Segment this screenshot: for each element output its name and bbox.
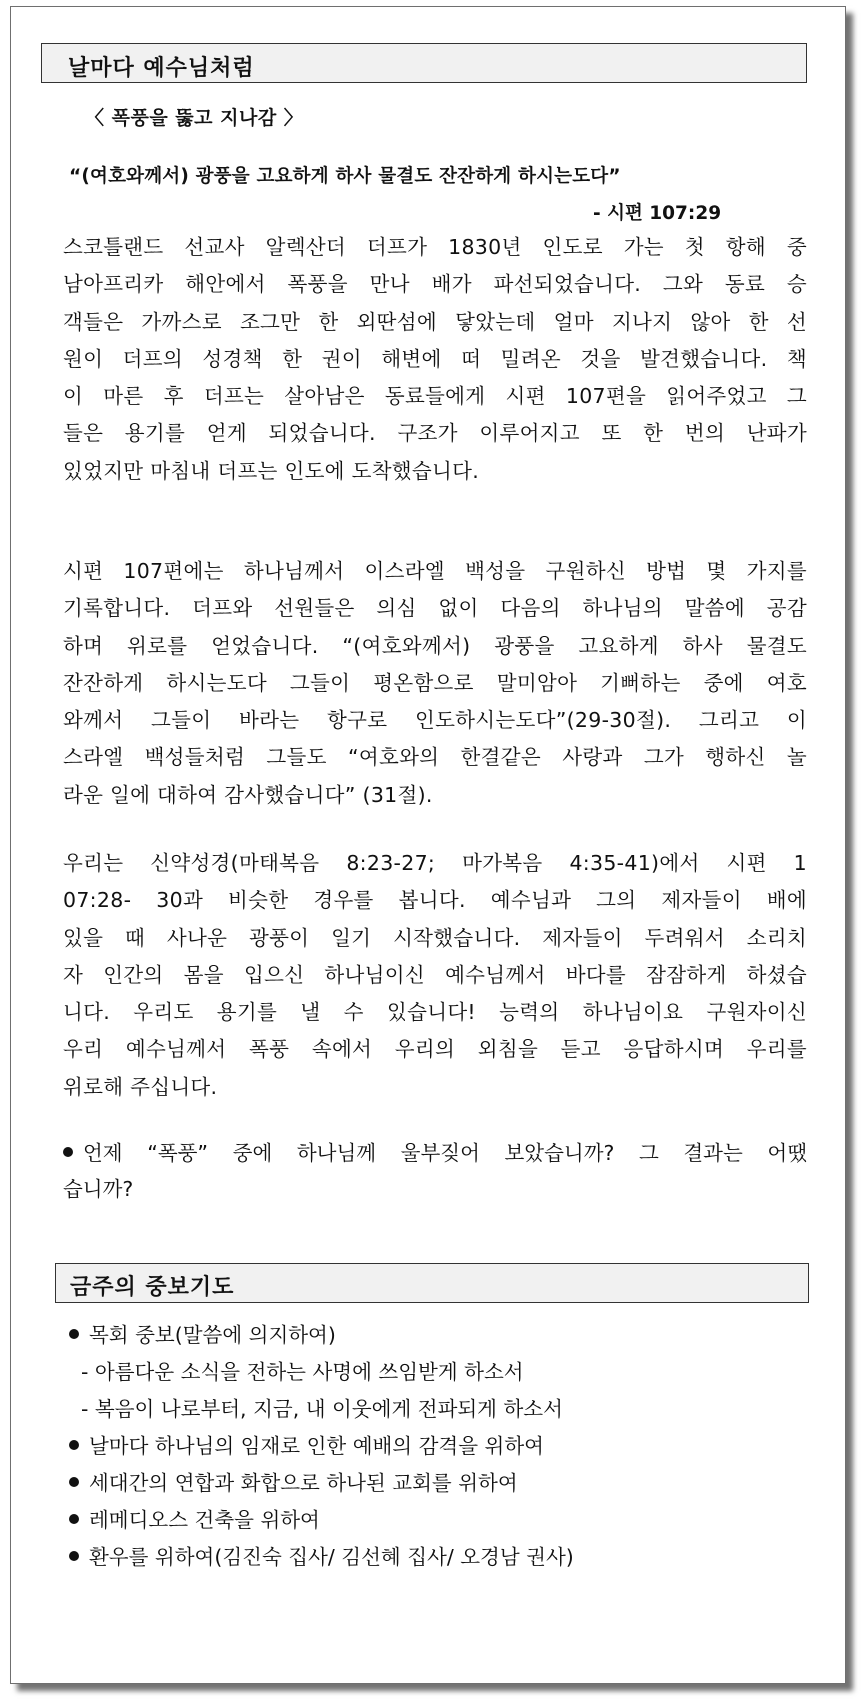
verse-reference: - 시편 107:29 <box>593 203 722 224</box>
question-line: 습니까? <box>63 1177 134 1201</box>
paragraph-3 <box>63 845 807 1106</box>
bullet-icon <box>69 1329 79 1339</box>
prayer-title: 금주의 중보기도 <box>70 1275 235 1300</box>
bullet-icon <box>69 1440 79 1450</box>
verse-quote: “(여호와께서) 광풍을 고요하게 하사 물결도 잔잔하게 하시는도다” <box>69 166 621 187</box>
prayer-item-text: - 복음이 나로부터, 지금, 내 이웃에게 전파되게 하소서 <box>81 1397 563 1421</box>
bullet-icon <box>63 1147 73 1157</box>
paragraph-line: 니다. 우리도 용기를 낼 수 있습니다! 능력의 하나님이요 구원자이신 <box>63 1000 807 1025</box>
prayer-subitem <box>69 1391 574 1428</box>
bullet-icon <box>69 1477 79 1487</box>
bullet-icon <box>69 1551 79 1561</box>
prayer-item-text: 세대간의 연합과 화합으로 하나된 교회를 위하여 <box>89 1471 518 1495</box>
paragraph-line: 객들은 가까스로 조그만 한 외딴섬에 닿았는데 얼마 지나지 않아 한 선 <box>63 309 807 334</box>
prayer-subitem <box>69 1354 574 1391</box>
paragraph-line: 남아프리카 해안에서 폭풍을 만나 배가 파선되었습니다. 그와 동료 승 <box>63 272 807 297</box>
paragraph-line: 시편 107편에는 하나님께서 이스라엘 백성을 구원하신 방법 몇 가지를 <box>63 559 807 583</box>
paragraph-line: 스코틀랜드 선교사 알렉산더 더프가 1830년 인도로 가는 첫 항해 중 <box>63 235 807 259</box>
paragraph-line: 있었지만 마침내 더프는 인도에 도착했습니다. <box>63 458 480 483</box>
paragraph-line: 있을 때 사나운 광풍이 일기 시작했습니다. 제자들이 두려워서 소리치 <box>63 925 807 950</box>
paragraph-line: 이 마른 후 더프는 살아남은 동료들에게 시편 107편을 읽어주었고 그 <box>63 384 807 409</box>
prayer-item <box>69 1539 574 1576</box>
bullet-icon <box>69 1514 79 1524</box>
paragraph-line: 우리 예수님께서 폭풍 속에서 우리의 외침을 듣고 응답하시며 우리를 <box>63 1037 807 1062</box>
question-text: 언제 “폭풍” 중에 하나님께 울부짖어 보았습니까? 그 결과는 어땠 <box>83 1141 807 1165</box>
paragraph-line: 우리는 신약성경(마태복음 8:23-27; 마가복음 4:35-41)에서 시편 1 <box>63 851 807 875</box>
paragraph-line: 기록합니다. 더프와 선원들은 의심 없이 다음의 하나님의 말씀에 공감 <box>63 596 807 621</box>
prayer-item-text: 목회 중보(말씀에 의지하여) <box>89 1323 336 1347</box>
prayer-item <box>69 1465 574 1502</box>
bulletin-page <box>10 6 846 1684</box>
paragraph-line: 하며 위로를 얻었습니다. “(여호와께서) 광풍을 고요하게 하사 물결도 <box>63 633 807 658</box>
prayer-item-text: - 아름다운 소식을 전하는 사명에 쓰임받게 하소서 <box>81 1360 524 1384</box>
paragraph-line: 자 인간의 몸을 입으신 하나님이신 예수님께서 바다를 잠잠하게 하셨습 <box>63 962 807 987</box>
paragraph-line: 들은 용기를 얻게 되었습니다. 구조가 이루어지고 또 한 번의 난파가 <box>63 421 807 446</box>
devotion-title: 날마다 예수님처럼 <box>68 56 255 81</box>
paragraph-line: 07:28- 30과 비슷한 경우를 봅니다. 예수님과 그의 제자들이 배에 <box>63 888 807 913</box>
prayer-list <box>69 1317 574 1576</box>
prayer-item <box>69 1428 574 1465</box>
devotion-subtitle: 〈 폭풍을 뚫고 지나감 〉 <box>85 107 304 129</box>
paragraph-2 <box>63 553 807 814</box>
prayer-item-text: 레메디오스 건축을 위하여 <box>89 1508 320 1532</box>
paragraph-line: 스라엘 백성들처럼 그들도 “여호와의 한결같은 사랑과 그가 행하신 놀 <box>63 745 807 770</box>
prayer-item <box>69 1502 574 1539</box>
paragraph-line: 라운 일에 대하여 감사했습니다” (31절). <box>63 782 433 807</box>
prayer-item <box>69 1317 574 1354</box>
paragraph-line: 원이 더프의 성경책 한 권이 해변에 떠 밀려온 것을 발견했습니다. 책 <box>63 346 807 371</box>
prayer-title-box <box>55 1263 809 1303</box>
devotion-title-box <box>41 43 807 83</box>
paragraph-line: 와께서 그들이 바라는 항구로 인도하시는도다”(29-30절). 그리고 이 <box>63 708 807 733</box>
prayer-item-text: 날마다 하나님의 임재로 인한 예배의 감격을 위하여 <box>89 1434 544 1458</box>
prayer-item-text: 환우를 위하여(김진숙 집사/ 김선혜 집사/ 오경남 권사) <box>89 1545 574 1569</box>
question-line <box>63 1135 807 1171</box>
paragraph-line: 잔잔하게 하시는도다 그들이 평온함으로 말미암아 기뻐하는 중에 여호 <box>63 670 807 695</box>
paragraph-1 <box>63 229 807 490</box>
paragraph-line: 위로해 주십니다. <box>63 1074 218 1099</box>
reflection-question <box>63 1135 807 1207</box>
